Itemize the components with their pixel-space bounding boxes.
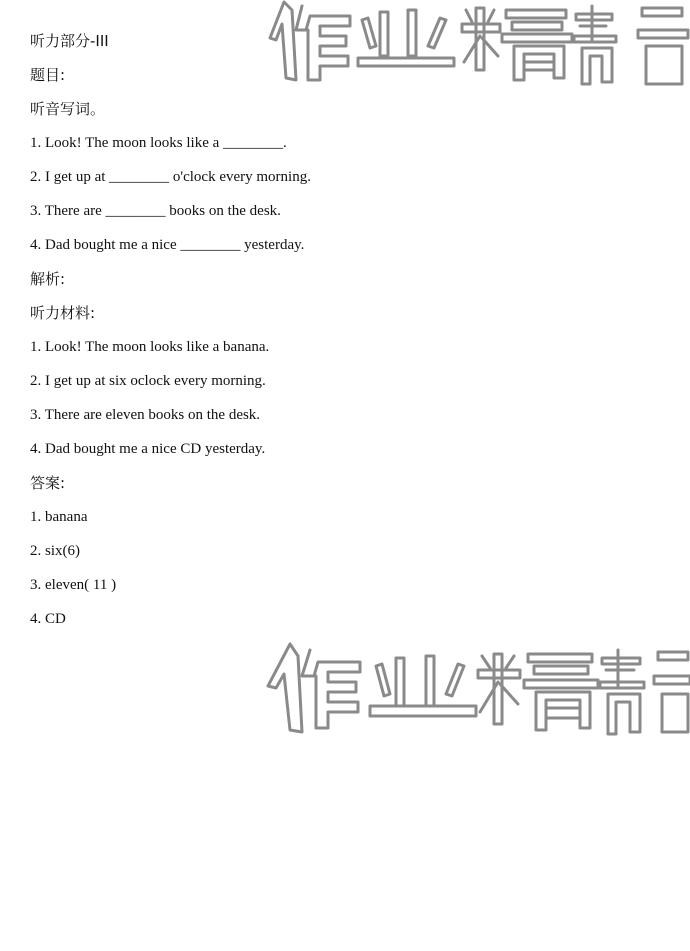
question-item: 3. There are ________ books on the desk. — [30, 203, 281, 219]
watermark-logo — [262, 640, 690, 740]
answer-item: 4. CD — [30, 611, 66, 627]
question-heading: 题目: — [30, 66, 66, 84]
answer-item: 3. eleven( 11 ) — [30, 577, 117, 593]
transcript-item: 4. Dad bought me a nice CD yesterday. — [30, 441, 266, 457]
transcript-item: 1. Look! The moon looks like a banana. — [30, 339, 270, 355]
section-title: 听力部分-III — [30, 32, 109, 50]
document-body — [30, 24, 670, 636]
question-item: 4. Dad bought me a nice ________ yesterday. — [30, 237, 305, 253]
transcript-heading: 听力材料: — [30, 304, 96, 322]
instruction: 听音写词。 — [30, 100, 106, 118]
transcript-list — [30, 330, 670, 466]
question-item: 2. I get up at ________ o'clock every morning. — [30, 169, 311, 185]
answer-list — [30, 500, 670, 636]
transcript-item: 3. There are eleven books on the desk. — [30, 407, 261, 423]
question-item: 1. Look! The moon looks like a ________. — [30, 135, 287, 151]
answer-item: 1. banana — [30, 509, 88, 525]
transcript-item: 2. I get up at six oclock every morning. — [30, 373, 266, 389]
question-list — [30, 126, 670, 262]
answer-heading: 答案: — [30, 474, 66, 492]
analysis-heading: 解析: — [30, 270, 66, 288]
answer-item: 2. six(6) — [30, 543, 80, 559]
